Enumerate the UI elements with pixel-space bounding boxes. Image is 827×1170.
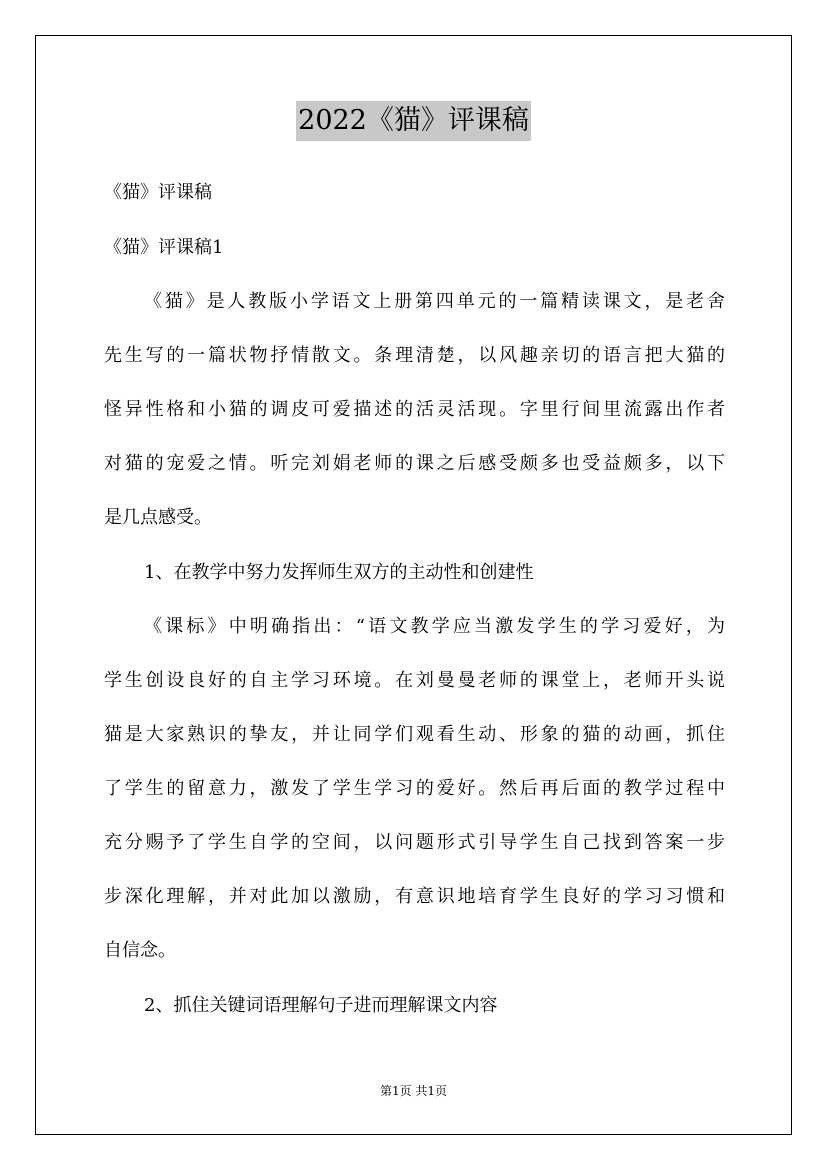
paragraph2-line: 猫是大家熟识的挚友，并让同学们观看生动、形象的猫的动画，抓住 [104,724,725,745]
title-container [0,101,827,141]
paragraph1-line: 怪异性格和小猫的调皮可爱描述的活灵活现。字里行间里流露出作者 [104,399,725,420]
paragraph1-line: 《猫》是人教版小学语文上册第四单元的一篇精读课文，是老舍 [144,291,725,312]
document-subtitle: 《猫》评课稿 [104,182,212,203]
page-footer: 第1页 共1页 [379,1084,448,1098]
paragraph1-line: 是几点感受。 [104,507,212,528]
paragraph2-line: 学生创设良好的自主学习环境。在刘曼曼老师的课堂上，老师开头说 [104,670,725,691]
section-heading: 《猫》评课稿1 [104,237,224,258]
document-title: 2022《猫》评课稿 [296,101,531,141]
paragraph2-line: 《课标》中明确指出：“语文教学应当激发学生的学习爱好，为 [144,616,725,637]
paragraph2-line: 步深化理解，并对此加以激励，有意识地培育学生良好的学习习惯和 [104,886,725,907]
point2-heading: 2、抓住关键词语理解句子进而理解课文内容 [144,995,498,1016]
paragraph1-line: 对猫的宠爱之情。听完刘娟老师的课之后感受颇多也受益颇多，以下 [104,453,725,474]
paragraph2-line: 自信念。 [104,940,176,961]
paragraph2-line: 充分赐予了学生自学的空间，以问题形式引导学生自己找到答案一步 [104,832,725,853]
paragraph2-line: 了学生的留意力，激发了学生学习的爱好。然后再后面的教学过程中 [104,778,725,799]
point1-heading: 1、在教学中努力发挥师生双方的主动性和创建性 [144,562,534,583]
paragraph1-line: 先生写的一篇状物抒情散文。条理清楚，以风趣亲切的语言把大猫的 [104,345,725,366]
